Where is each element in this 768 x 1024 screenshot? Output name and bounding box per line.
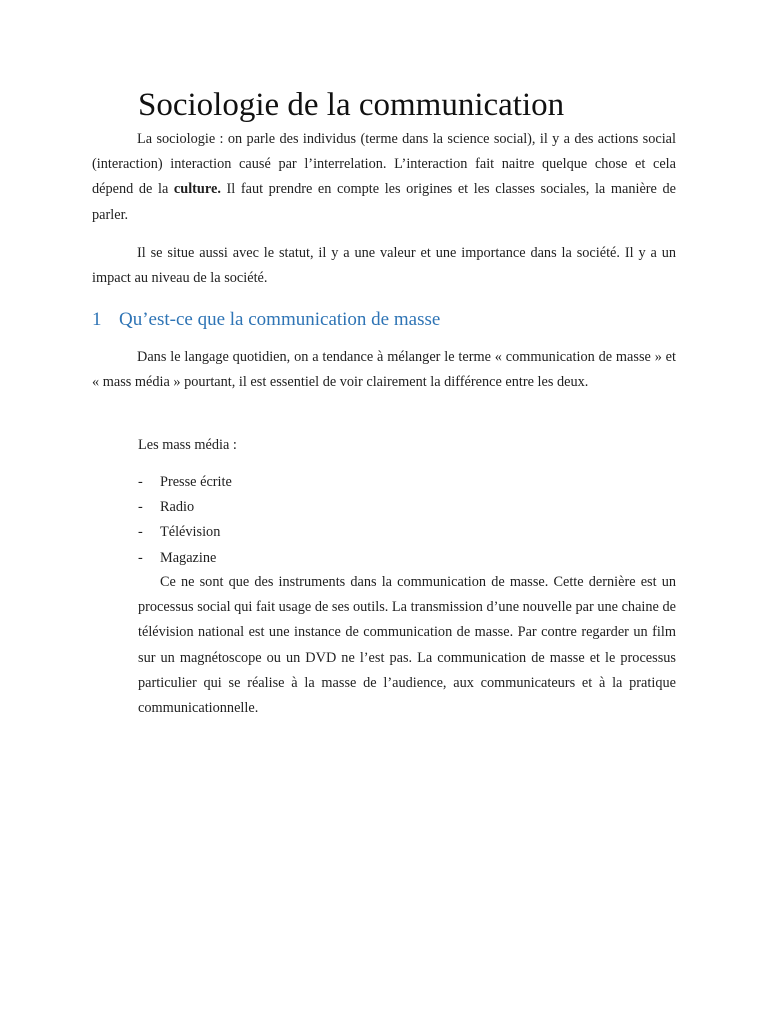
list-marker: -	[138, 524, 143, 541]
list-item-label: Presse écrite	[160, 474, 232, 490]
list-item	[138, 470, 232, 495]
section-title: Qu’est-ce que la communication de masse	[119, 309, 441, 330]
list-item-label: Télévision	[160, 524, 221, 541]
list-intro: Les mass média :	[138, 437, 237, 453]
intro-paragraph-2: Il se situe aussi avec le statut, il y a une valeur et une importance dans la société. Il y a un impact au niveau de la société.	[92, 245, 676, 287]
section-paragraph-2: Ce ne sont que des instruments dans la communication de masse. Cette dernière est un processus social qui fait usage de ses outils. La transmission d’une nouvelle par une chaine de télévision national est une instance de communication de masse. Par contre regarder un film sur un magnétoscope ou un DVD ne l’est pas. La communication de masse et le processus particulier qui se réalise à la masse de l’audience, aux communicateurs et à la pratique communicationnelle.	[138, 574, 676, 717]
intro-paragraph-1-bold: culture.	[173, 181, 221, 198]
list-marker: -	[138, 549, 143, 566]
section-heading	[92, 307, 440, 333]
intro-paragraph-1-text-a: La sociologie : on parle des individus (terme dans la science social), il y a des actions social (interaction) interaction causé par l’interrelation. L’interaction fait naitre quelque chose et cela dépend de la	[92, 131, 676, 198]
section-paragraph-1: Dans le langage quotidien, on a tendance à mélanger le terme « communication de masse » et « mass média » pourtant, il est essentiel de voir clairement la différence entre les deux.	[92, 349, 676, 391]
list-item	[138, 495, 232, 520]
section-number: 1	[92, 309, 102, 330]
document-title: Sociologie de la communication	[138, 87, 565, 123]
list-item	[138, 520, 232, 545]
intro-paragraph-1	[92, 127, 676, 228]
intro-paragraph-1-text-b: Il faut prendre en compte les origines et les classes sociales, la manière de parler.	[92, 181, 676, 223]
list-marker: -	[138, 499, 143, 516]
list-item	[138, 546, 232, 571]
mass-media-list	[138, 470, 232, 571]
list-item-label: Radio	[160, 499, 195, 516]
list-marker: -	[138, 474, 143, 490]
list-item-label: Magazine	[160, 549, 217, 566]
